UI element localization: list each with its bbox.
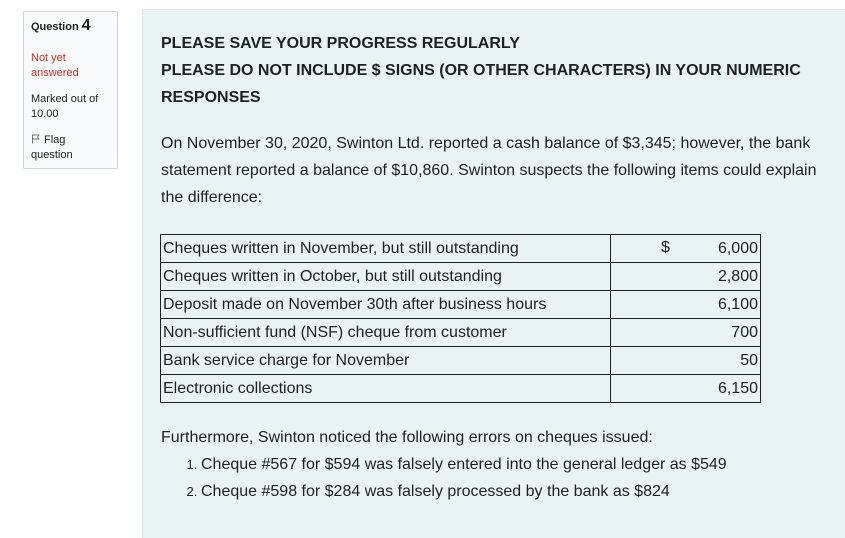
item-amount-cell (611, 319, 761, 347)
question-marks: Marked out of 10.00 (31, 93, 99, 120)
item-description: Cheques written in October, but still outstanding (161, 263, 611, 291)
errors-list (161, 451, 727, 505)
item-amount: 6,000 (717, 239, 758, 257)
item-amount-cell (611, 375, 761, 403)
reconciling-items-table (160, 234, 761, 403)
question-number: 4 (81, 17, 91, 34)
table-row (161, 319, 761, 347)
item-description: Electronic collections (161, 375, 611, 403)
flag-question-link[interactable] (31, 133, 110, 163)
item-amount: 700 (731, 323, 758, 341)
item-amount: 6,100 (717, 295, 758, 313)
question-info-panel (23, 11, 118, 169)
item-amount: 50 (740, 351, 758, 369)
item-amount: 2,800 (717, 267, 758, 285)
question-label: Question (31, 21, 79, 33)
flag-question-label: Flag question (31, 134, 73, 161)
notice-save: PLEASE SAVE YOUR PROGRESS REGULARLY (161, 35, 520, 52)
error-item: 1. Cheque #567 for $594 was falsely entered into the general ledger as $549 (201, 451, 727, 478)
question-content (142, 9, 845, 538)
table-row (161, 235, 761, 263)
item-description: Bank service charge for November (161, 347, 611, 375)
item-amount-cell (611, 235, 761, 263)
item-amount-cell (611, 263, 761, 291)
flag-icon (31, 134, 41, 144)
item-description: Non-sufficient fund (NSF) cheque from customer (161, 319, 611, 347)
currency-symbol: $ (661, 239, 670, 256)
question-heading (31, 18, 110, 35)
table-row (161, 347, 761, 375)
item-amount: 6,150 (717, 379, 758, 397)
item-amount-cell (611, 291, 761, 319)
notice-block (161, 30, 821, 111)
question-intro: On November 30, 2020, Swinton Ltd. reported a cash balance of $3,345; however, the bank statement reported a balance of $10,860. Swinton suspects the following items could explain the difference: (161, 135, 817, 206)
item-description: Deposit made on November 30th after business hours (161, 291, 611, 319)
table-row (161, 291, 761, 319)
notice-no-signs: PLEASE DO NOT INCLUDE $ SIGNS (OR OTHER CHARACTERS) IN YOUR NUMERIC RESPONSES (161, 62, 801, 106)
error-item: 2. Cheque #598 for $284 was falsely processed by the bank as $824 (201, 478, 727, 505)
table-row (161, 263, 761, 291)
table-row (161, 375, 761, 403)
errors-intro: Furthermore, Swinton noticed the following errors on cheques issued: (161, 429, 653, 446)
item-description: Cheques written in November, but still outstanding (161, 235, 611, 263)
question-status: Not yet answered (31, 52, 79, 79)
item-amount-cell (611, 347, 761, 375)
